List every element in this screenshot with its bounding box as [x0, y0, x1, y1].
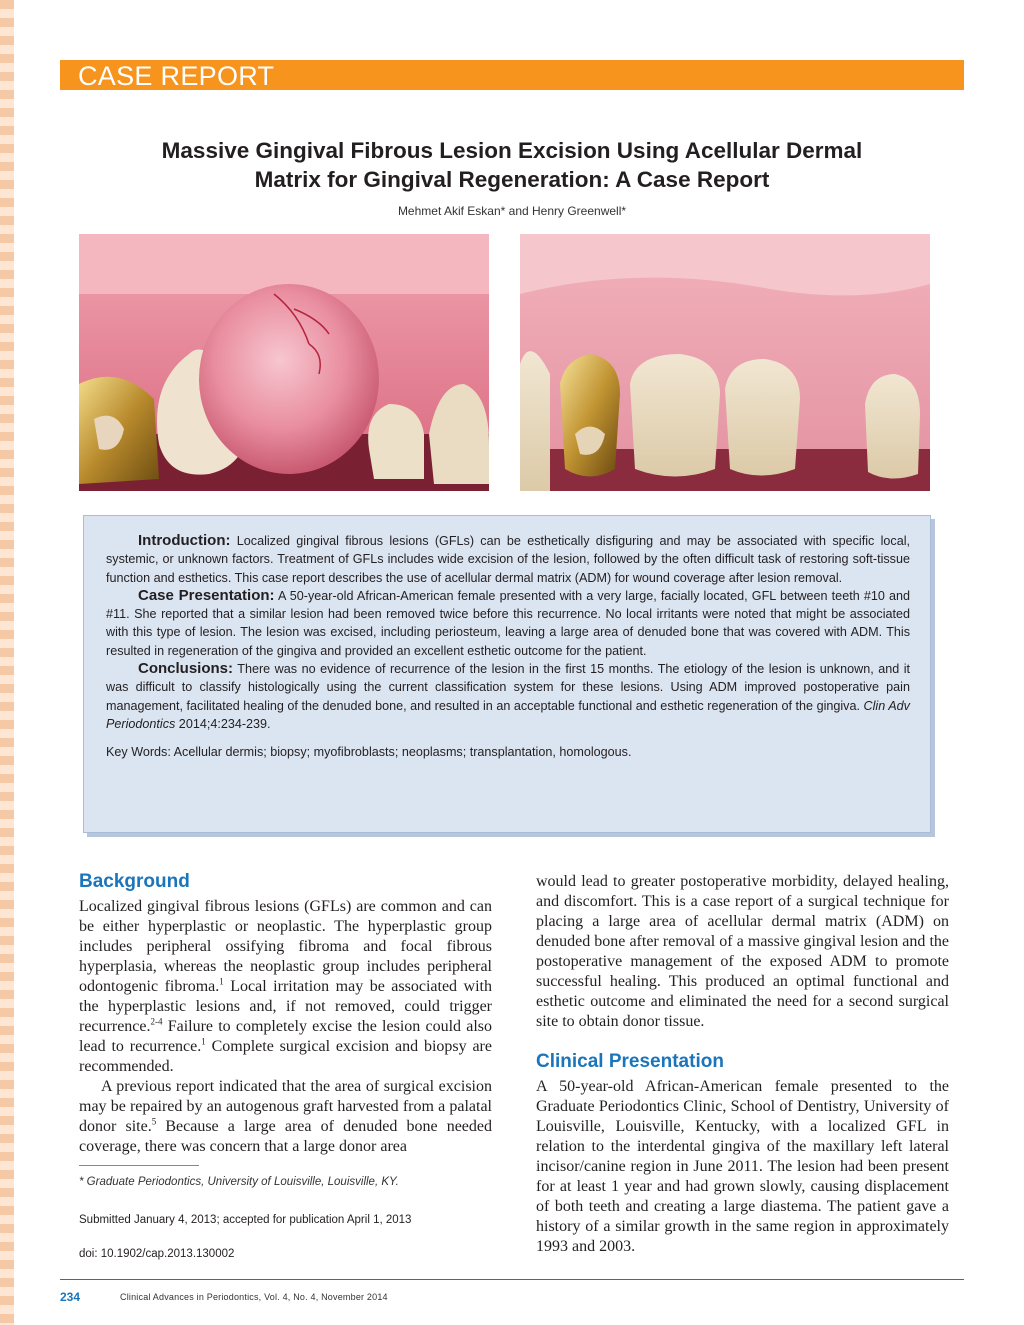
- article-title: [100, 136, 924, 194]
- background-paragraph-1: [79, 897, 492, 1077]
- abstract-box: [83, 515, 931, 833]
- title-line-1: Massive Gingival Fibrous Lesion Excision Using Acellular Dermal: [161, 138, 863, 163]
- abstract-keywords: [106, 743, 910, 761]
- bg-p1-text-c: Failure to completely excise the lesion could also lead to recurrence.: [79, 1018, 492, 1055]
- clinical-photo-after: [520, 234, 930, 491]
- background-paragraph-2: [79, 1077, 492, 1157]
- keywords-text: : Acellular dermis; biopsy; myofibroblasts; neoplasms; transplantation, homologous.: [167, 745, 632, 760]
- title-line-2: Matrix for Gingival Regeneration: A Case Report: [254, 167, 770, 192]
- section-banner: [60, 60, 964, 90]
- conclusions-heading: Conclusions:: [138, 660, 234, 678]
- article-authors: Mehmet Akif Eskan* and Henry Greenwell*: [397, 204, 627, 218]
- intro-text: Localized gingival fibrous lesions (GFLs) can be esthetically disfiguring and may be associated with specific local, systemic, or unknown factors. Treatment of GFLs includes wide excision of the lesion, followed by the often difficult task of restoring soft-tissue function and esthetics. This case report describes the use of acellular dermal matrix (ADM) for wound coverage after lesion removal.: [106, 534, 910, 585]
- bg-p2-text-b: Because a large area of denuded bone needed coverage, there was concern that a large donor area: [79, 1118, 493, 1155]
- case-text: A 50-year-old African-American female presented with a very large, facially located, GFL between teeth #10 and #11. She reported that a similar lesion had been removed twice before this recurrence. No local irritants were noted that might be associated with this type of lesion. The lesion was excised, including periosteum, leaving a large area of denuded bone that was covered with ADM. This resulted in regeneration of the gingiva and provided an excellent esthetic outcome for the patient.: [106, 588, 910, 658]
- affiliation-text: * Graduate Periodontics, University of Louisville, Louisville, KY.: [79, 1176, 399, 1188]
- bg-p1-text-b: Local irritation may be associated with the hyperplastic lesions and, if not removed, could trigger recurrence.: [79, 978, 492, 1035]
- submission-dates: Submitted January 4, 2013; accepted for publication April 1, 2013: [79, 1214, 412, 1226]
- intro-heading: Introduction:: [138, 532, 231, 549]
- citation-ref: 2014;4:234-239.: [175, 716, 271, 731]
- background-heading: Background: [79, 871, 190, 892]
- affiliation-footnote: [79, 1165, 399, 1192]
- page-number: 234: [60, 1290, 81, 1304]
- keywords-heading: Key Words: [106, 745, 168, 760]
- bg-p1-text-a: Localized gingival fibrous lesions (GFLs) are common and can be either hyperplastic or neoplastic. The hyperplastic group includes peripheral ossifying fibroma and focal fibrous hyperplasia, whereas the neoplastic group includes peripheral odontogenic fibroma.: [79, 898, 492, 995]
- abstract-case-presentation: [106, 587, 910, 660]
- footer-rule: [60, 1279, 964, 1280]
- body-column-left: [79, 872, 492, 1264]
- abstract-content: [106, 532, 910, 762]
- citation-journal: Clin Adv Periodontics: [106, 698, 910, 731]
- abstract-introduction: [106, 532, 910, 587]
- clinical-presentation-heading: Clinical Presentation: [536, 1051, 724, 1072]
- citation-sup: 1: [219, 976, 224, 987]
- bg-p1-text-d: Complete surgical excision and biopsy are recommended.: [79, 1038, 492, 1075]
- bg-p2-text-a: A previous report indicated that the area of surgical excision may be repaired by an autogenous graft harvested from a palatal donor site.: [79, 1078, 492, 1135]
- citation-sup: 5: [151, 1116, 157, 1127]
- citation-sup: 2-4: [150, 1016, 163, 1027]
- abstract-conclusions: [106, 660, 910, 733]
- decorative-edge-strip: [0, 0, 14, 1325]
- clinical-presentation-text: A 50-year-old African-American female presented to the Graduate Periodontics Clinic, School of Dentistry, University of Louisville, Louisville, Kentucky, with a localized GFL in relation to the interdental gingiva of the maxillary left lateral incisor/canine region in June 2011. The lesion had been present for at least 1 year and had grown slowly, causing displacement of both teeth and creating a large diastema. The patient gave a history of a similar growth in the same region in approximately 1993 and 2003.: [536, 1078, 949, 1255]
- doi: doi: 10.1902/cap.2013.130002: [79, 1248, 235, 1260]
- body-column-right: [536, 872, 949, 1257]
- case-heading: Case Presentation:: [138, 586, 275, 604]
- conclusions-text: There was no evidence of recurrence of the lesion in the first 15 months. The etiology of the lesion is unknown, and it was difficult to classify histologically using the current classification system for these lesions. Using ADM improved postoperative pain management, facilitated healing of the denuded bone, and resulted in an acceptable functional and esthetic regeneration of the gingiva.: [106, 662, 910, 713]
- citation-sup: 1: [201, 1036, 206, 1047]
- clinical-photo-before: [79, 234, 489, 491]
- background-continued: would lead to greater postoperative morbidity, delayed healing, and discomfort. This is a case report of a surgical technique for placing a large area of acellular dermal matrix (ADM) on denuded bone after removal of a massive gingival lesion and the postoperative management of the exposed ADM to promote successful healing. This produced an optimal functional and esthetic outcome and eliminated the need for a second surgical site to obtain donor tissue.: [536, 873, 949, 1030]
- banner-label: CASE REPORT: [78, 61, 275, 91]
- journal-citation-footer: Clinical Advances in Periodontics, Vol. 4, No. 4, November 2014: [120, 1292, 388, 1302]
